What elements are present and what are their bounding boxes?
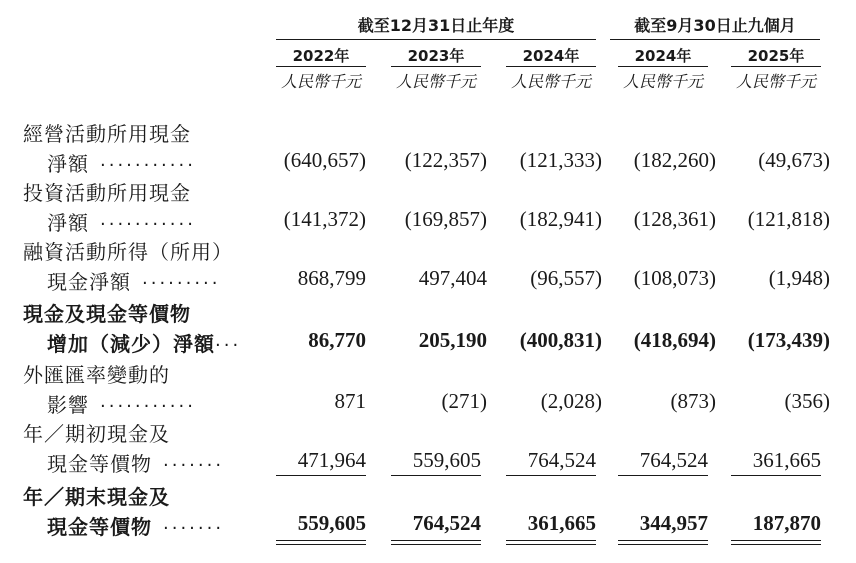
cell-value: (418,694) <box>633 328 716 352</box>
cell-value: (356) <box>784 389 830 413</box>
cell-value: 868,799 <box>297 266 366 290</box>
row-label-line2: 淨額 <box>47 211 89 235</box>
total-double-rule <box>391 544 481 545</box>
cell-value: (96,557) <box>530 266 602 290</box>
row-label-line1: 年／期初現金及 <box>23 422 170 446</box>
subtotal-rule <box>276 475 366 476</box>
unit-label: 人民幣千元 <box>735 72 816 91</box>
total-double-rule <box>391 540 481 541</box>
cell-value: (873) <box>670 389 716 413</box>
cell-value: (640,657) <box>283 148 366 172</box>
leader-dots: ........... <box>100 391 196 412</box>
cell-value: (173,439) <box>747 328 830 352</box>
cell-value: 86,770 <box>308 328 366 352</box>
year-header-2024: 2024年 <box>522 47 580 65</box>
total-double-rule <box>618 544 708 545</box>
subtotal-rule <box>391 475 481 476</box>
leader-dots: ........... <box>100 209 196 230</box>
total-double-rule <box>276 540 366 541</box>
year-header-2023: 2023年 <box>407 47 465 65</box>
cell-value: (122,357) <box>404 148 487 172</box>
unit-label: 人民幣千元 <box>622 72 703 91</box>
cell-value: 344,957 <box>639 511 708 535</box>
header-interim-rule <box>610 39 820 40</box>
cell-value: (121,818) <box>747 207 830 231</box>
cell-value: 471,964 <box>297 448 366 472</box>
cell-value: (1,948) <box>768 266 830 290</box>
cell-value: 871 <box>334 389 366 413</box>
cell-value: 764,524 <box>412 511 481 535</box>
total-double-rule <box>618 540 708 541</box>
cell-value: 361,665 <box>527 511 596 535</box>
row-label-line1: 經營活動所用現金 <box>23 122 191 146</box>
cell-value: 764,524 <box>639 448 708 472</box>
year-rule <box>391 66 481 67</box>
cell-value: (141,372) <box>283 207 366 231</box>
row-label-line1: 融資活動所得（所用） <box>23 240 233 264</box>
leader-dots: ........... <box>100 150 196 171</box>
cell-value: 559,605 <box>412 448 481 472</box>
cell-value: (108,073) <box>633 266 716 290</box>
cell-value: 764,524 <box>527 448 596 472</box>
year-header-2024-interim: 2024年 <box>634 47 692 65</box>
cell-value: (169,857) <box>404 207 487 231</box>
leader-dots: ....... <box>163 450 225 471</box>
year-header-2025-interim: 2025年 <box>747 47 805 65</box>
cell-value: 361,665 <box>752 448 821 472</box>
subtotal-rule <box>618 475 708 476</box>
row-label-line1: 投資活動所用現金 <box>23 181 191 205</box>
header-annual-rule <box>276 39 596 40</box>
leader-dots: ......... <box>142 268 221 289</box>
total-double-rule <box>731 544 821 545</box>
unit-label: 人民幣千元 <box>395 72 476 91</box>
year-rule <box>506 66 596 67</box>
cell-value: 497,404 <box>418 266 487 290</box>
total-double-rule <box>276 544 366 545</box>
year-rule <box>731 66 821 67</box>
leader-dots: ....... <box>163 513 225 534</box>
unit-label: 人民幣千元 <box>280 72 361 91</box>
header-annual: 截至12月31日止年度 <box>357 16 515 35</box>
cell-value: (128,361) <box>633 207 716 231</box>
total-double-rule <box>506 540 596 541</box>
row-label-line1: 外匯匯率變動的 <box>23 363 170 387</box>
year-rule <box>618 66 708 67</box>
cell-value: (400,831) <box>519 328 602 352</box>
year-rule <box>276 66 366 67</box>
cell-value: 187,870 <box>752 511 821 535</box>
subtotal-rule <box>506 475 596 476</box>
row-label-line2: 淨額 <box>47 152 89 176</box>
cell-value: (49,673) <box>758 148 830 172</box>
row-label-line2: 增加（減少）淨額 <box>47 332 215 356</box>
cell-value: (121,333) <box>519 148 602 172</box>
total-double-rule <box>731 540 821 541</box>
leader-dots: ... <box>215 330 242 351</box>
year-header-2022: 2022年 <box>292 47 350 65</box>
row-label-line2: 影響 <box>47 393 89 417</box>
row-label-line1: 年／期末現金及 <box>23 485 170 509</box>
total-double-rule <box>506 544 596 545</box>
unit-label: 人民幣千元 <box>510 72 591 91</box>
cell-value: (271) <box>441 389 487 413</box>
cell-value: (182,941) <box>519 207 602 231</box>
cell-value: (2,028) <box>540 389 602 413</box>
cell-value: 205,190 <box>418 328 487 352</box>
row-label-line2: 現金等價物 <box>47 452 152 476</box>
row-label-line2: 現金等價物 <box>47 515 152 539</box>
cell-value: 559,605 <box>297 511 366 535</box>
header-interim: 截至9月30日止九個月 <box>634 16 796 35</box>
cell-value: (182,260) <box>633 148 716 172</box>
subtotal-rule <box>731 475 821 476</box>
row-label-line1: 現金及現金等價物 <box>23 302 191 326</box>
row-label-line2: 現金淨額 <box>47 270 131 294</box>
